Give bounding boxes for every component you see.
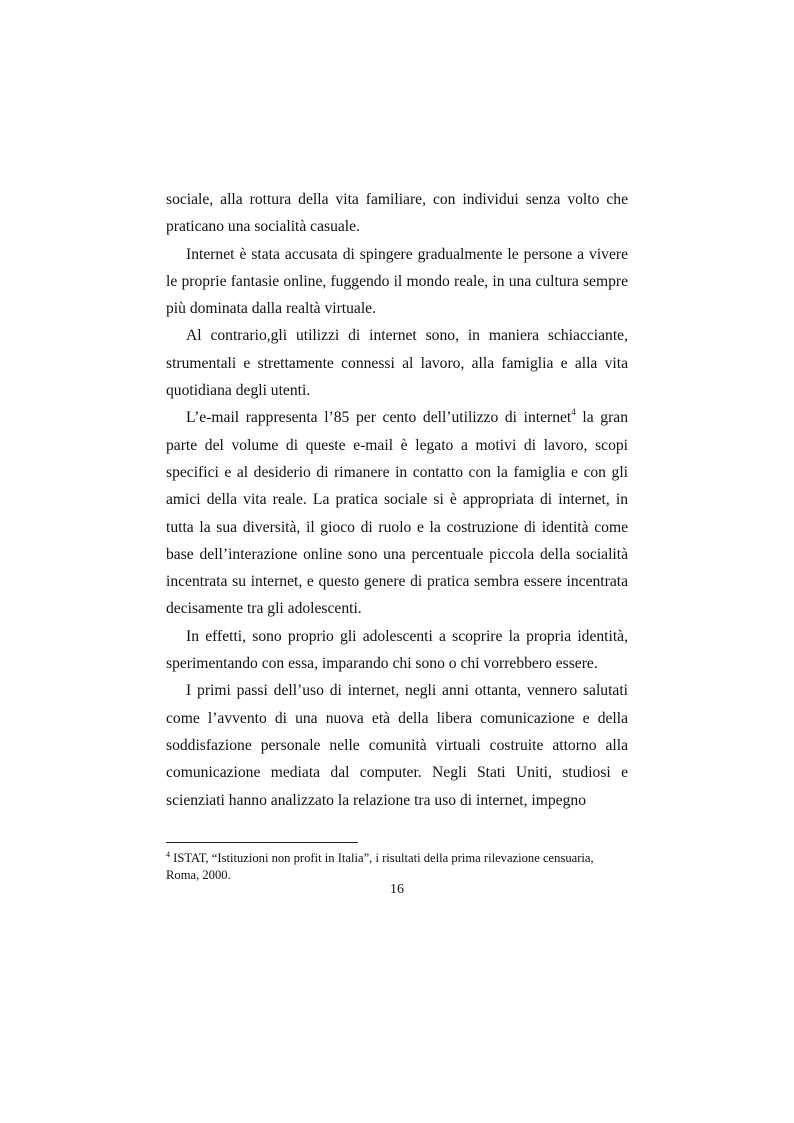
- footnote-text: ISTAT, “Istituzioni non profit in Italia”, i risultati della prima rilevazione censuaria, Roma, 2000.: [166, 851, 594, 882]
- paragraph-5: In effetti, sono proprio gli adolescenti a scoprire la propria identità, sperimentando con essa, imparando chi sono o chi vorrebbero essere.: [166, 627, 628, 673]
- paragraph-1: sociale, alla rottura della vita familiare, con individui senza volto che praticano una socialità casuale.: [166, 191, 628, 236]
- paragraph-3: Al contrario,gli utilizzi di internet sono, in maniera schiacciante, strumentali e strettamente connessi al lavoro, alla famiglia e alla vita quotidiana degli utenti.: [166, 327, 628, 400]
- paragraph-4-text-before-note: L’e-mail rappresenta l’85 per cento dell’utilizzo di internet: [186, 409, 572, 427]
- footnote-divider: [166, 842, 358, 843]
- paragraph-2: Internet è stata accusata di spingere gradualmente le persone a vivere le proprie fantasie online, fuggendo il mondo reale, in una cultura sempre più dominata dalla realtà virtuale.: [166, 245, 628, 318]
- body-text: [166, 186, 628, 814]
- paragraph-6: I primi passi dell’uso di internet, negli anni ottanta, vennero salutati come l’avvento di una nuova età della libera comunicazione e della soddisfazione personale nelle comunità virtuali costruite attorno alla comunicazione mediata dal computer. Negli Stati Uniti, studiosi e scienziati hanno analizzato la relazione tra uso di internet, impegno: [166, 682, 628, 809]
- footnote-reference[interactable]: 4: [571, 407, 576, 418]
- footnote-mark: 4: [166, 850, 170, 859]
- paragraph-4: [166, 404, 628, 622]
- footnote: [166, 850, 628, 884]
- page-number: 16: [390, 882, 404, 897]
- paragraph-4-text-after-note: la gran parte del volume di queste e-mail è legato a motivi di lavoro, scopi specifici e al desiderio di rimanere in contatto con la famiglia e con gli amici della vita reale. La pratica sociale si è appropriata di internet, in tutta la sua diversità, il gioco di ruolo e la costruzione di identità come base dell’interazione online sono una percentuale piccola della socialità incentrata su internet, e questo genere di pratica sembra essere incentrata decisamente tra gli adolescenti.: [166, 409, 628, 618]
